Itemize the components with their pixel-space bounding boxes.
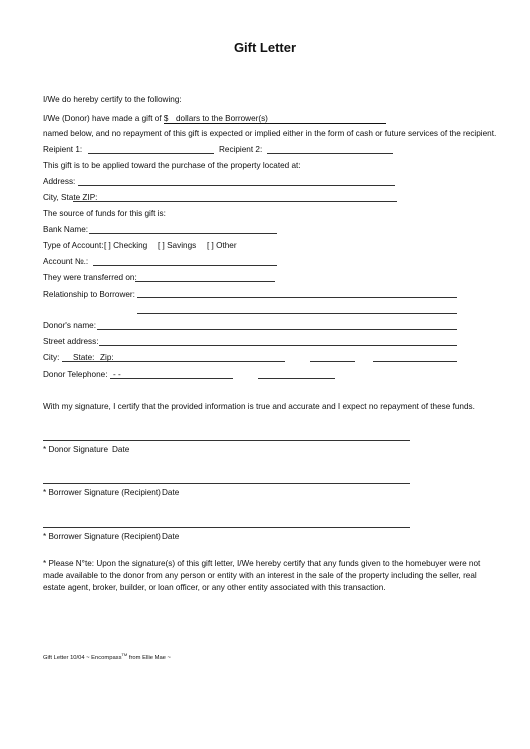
account-no-label: Account №.: — [43, 257, 89, 266]
gift-amount-field[interactable] — [164, 123, 386, 124]
city-field[interactable] — [62, 361, 285, 362]
account-type-label: Type of Account: — [43, 241, 104, 250]
state-field[interactable] — [310, 361, 355, 362]
donor-phone-label: Donor Telephone: — [43, 370, 108, 379]
transferred-field[interactable] — [135, 281, 275, 282]
donor-signature-field[interactable] — [43, 440, 410, 441]
disclaimer-note: * Please N°te: Upon the signature(s) of this gift letter, I/We hereby certify that any funds given to the homebuyer were not made available to the donor from any person or entity with an interest in the sale of the property including the seller, real estate agent, broker, builder, or loan officer, or any other entity associated with this transaction. — [43, 559, 481, 592]
donor-name-field[interactable] — [97, 329, 457, 330]
recipient2-label: Recipient 2: — [219, 145, 263, 154]
borrower2-signature-label: * Borrower Signature (Recipient) — [43, 532, 161, 541]
footer — [43, 652, 171, 661]
relationship-label: Relationship to Borrower: — [43, 290, 135, 299]
recipient1-label: Reipient 1: — [43, 145, 83, 154]
checkbox-other[interactable]: [ ] Other — [207, 241, 237, 250]
checkbox-checking[interactable]: [ ] Checking — [104, 241, 148, 250]
zip-field[interactable] — [373, 361, 457, 362]
certify-intro: I/We do hereby certify to the following: — [43, 95, 182, 104]
relationship-field[interactable] — [137, 297, 457, 298]
named-below-text: named below, and no repayment of this gift is expected or implied either in the form of cash or future services of the recipient. — [43, 129, 497, 138]
address-label: Address: — [43, 177, 76, 186]
borrower1-signature-field[interactable] — [43, 483, 410, 484]
gift-amount-text: dollars to the Borrower(s) — [176, 114, 268, 123]
certify-signature-text: With my signature, I certify that the provided information is true and accurate and I expect no repayment of these funds. — [43, 402, 475, 411]
city-state-zip-label: City, State ZIP: — [43, 193, 98, 202]
relationship-field-line2[interactable] — [137, 313, 457, 314]
city-state-zip-field[interactable] — [73, 201, 397, 202]
gift-prefix: I/We (Donor) have made a gift of $ — [43, 114, 169, 123]
street-field[interactable] — [99, 345, 457, 346]
checkbox-savings[interactable]: [ ] Savings — [158, 241, 197, 250]
footer-text-after: from Ellie Mae ~ — [127, 654, 171, 661]
donor-name-label: Donor's name: — [43, 321, 96, 330]
borrower2-signature-field[interactable] — [43, 527, 410, 528]
recipient2-field[interactable] — [267, 153, 393, 154]
city-label: City: — [43, 353, 60, 362]
borrower1-signature-label: * Borrower Signature (Recipient) — [43, 488, 161, 497]
property-intro: This gift is to be applied toward the purchase of the property located at: — [43, 161, 301, 170]
donor-signature-label: * Donor Signature — [43, 445, 109, 454]
source-intro: The source of funds for this gift is: — [43, 209, 166, 218]
address-field[interactable] — [78, 185, 395, 186]
donor-phone-field[interactable] — [110, 378, 233, 379]
borrower2-date-label: Date — [162, 532, 180, 541]
footer-tm: TM — [121, 652, 128, 657]
street-label: Street address: — [43, 337, 99, 346]
account-no-field[interactable] — [93, 265, 277, 266]
state-label: State: — [73, 353, 95, 362]
footer-text-before: Gift Letter 10/04 ~ Encompass — [43, 654, 122, 661]
borrower1-date-label: Date — [162, 488, 180, 497]
bank-name-field[interactable] — [89, 233, 277, 234]
zip-label: Zip: — [100, 353, 114, 362]
bank-name-label: Bank Name: — [43, 225, 89, 234]
recipient1-field[interactable] — [88, 153, 214, 154]
transferred-label: They were transferred on: — [43, 273, 137, 282]
donor-phone-ext-field[interactable] — [258, 378, 335, 379]
page-title: Gift Letter — [233, 40, 297, 55]
donor-phone-dashes: - - — [113, 370, 121, 379]
donor-date-label: Date — [112, 445, 130, 454]
